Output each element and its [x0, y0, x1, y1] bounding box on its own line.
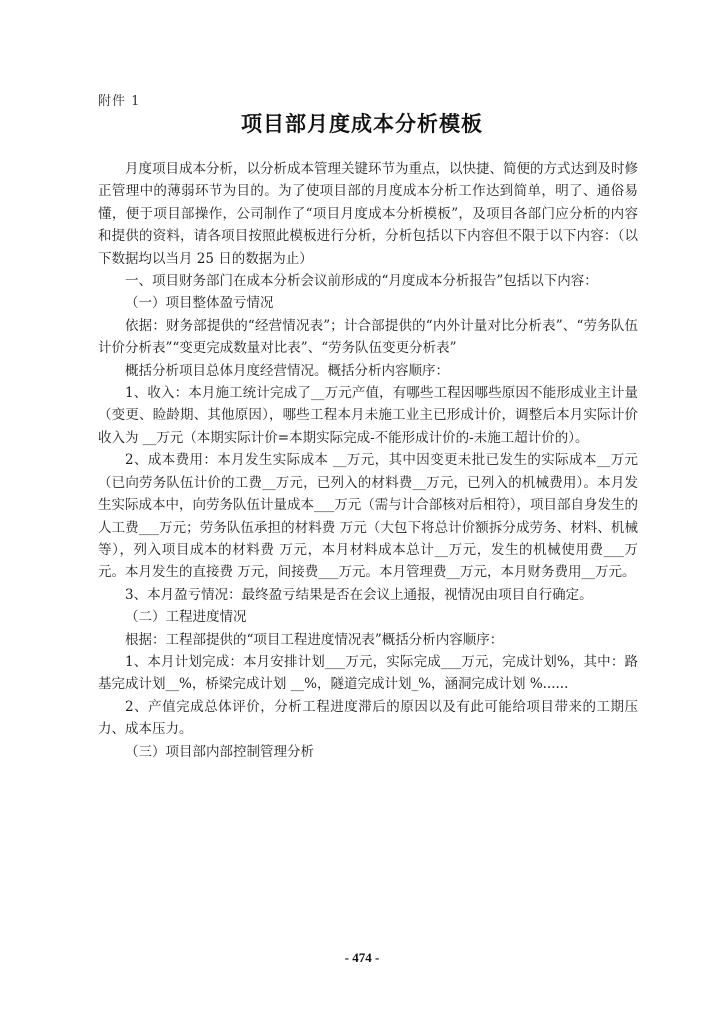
progress-basis-paragraph: 根据：工程部提供的“项目工程进度情况表”概括分析内容顺序： [125, 631, 504, 648]
monthly-plan-paragraph: 1、本月计划完成：本月安排计划___万元，实际完成___万元，完成计划%，其中：路基完成计划__%，桥梁完成计划 __%，隧道完成计划_%，涵洞完成计划 %...... [98, 653, 638, 693]
attachment-label: 附件 1 [98, 94, 141, 109]
section-one-heading: 一、项目财务部门在成本分析会议前形成的“月度成本分析报告”包括以下内容： [125, 273, 598, 290]
subsection-profit-loss-heading: （一）项目整体盈亏情况 [125, 295, 274, 312]
overview-paragraph: 概括分析项目总体月度经营情况。概括分析内容顺序： [125, 362, 449, 379]
intro-paragraph: 月度项目成本分析，以分析成本管理关键环节为重点，以快捷、简便的方式达到及时修正管理中的薄弱环节为目的。为了使项目部的月度成本分析工作达到简单，明了、通俗易懂，便于项目部操作，公司制作了“项目月度成本分析模板”，及项目各部门应分析的内容和提供的资料，请各项目按照此模板进行分析，分析包括以下内容但不限于以下内容：（以下数据均以当月 25 日的数据为止） [98, 161, 638, 267]
subsection-progress-heading: （二）工程进度情况 [125, 609, 247, 626]
basis-paragraph: 依据：财务部提供的“经营情况表”；计合部提供的“内外计量对比分析表”、“劳务队伍计价分析表”“变更完成数量对比表”、“劳务队伍变更分析表” [98, 317, 638, 357]
cost-paragraph: 2、成本费用：本月发生实际成本 __万元，其中因变更未批已发生的实际成本__万元（已向劳务队伍计价的工费__万元，已列入的材料费__万元，已列入的机械费用）。本月发生实际成本中，向劳务队伍计量成本___万元（需与计合部核对后相符），项目部自身发生的人工费___万元；劳务队伍承担的材料费 万元（大包下将总计价额拆分成劳务、材料、机械等），列入项目成本的材料费 万元，本月材料成本总计__万元，发生的机械使用费___万元。本月发生的直接费 万元，间接费___万元。本月管理费__万元，本月财务费用__万元。 [98, 452, 638, 581]
income-paragraph: 1、收入：本月施工统计完成了__万元产值，有哪些工程因哪些原因不能形成业主计量（变更、睑龄期、其他原因），哪些工程本月未施工业主已形成计价，调整后本月实际计价收入为 __万元（本期实际计价=本期实际完成-不能形成计价的-未施工超计价的）。 [98, 385, 638, 446]
subsection-internal-control-heading: （三）项目部内部控制管理分析 [125, 743, 314, 760]
document-title: 项目部月度成本分析模板 [241, 112, 483, 136]
page-number: - 474 - [344, 950, 380, 965]
monthly-profit-paragraph: 3、本月盈亏情况：最终盈亏结果是否在会议上通报，视情况由项目自行确定。 [125, 586, 593, 603]
document-body [98, 158, 638, 763]
output-evaluation-paragraph: 2、产值完成总体评价，分析工程进度滞后的原因以及有此可能给项目带来的工期压力、成本压力。 [98, 698, 638, 738]
